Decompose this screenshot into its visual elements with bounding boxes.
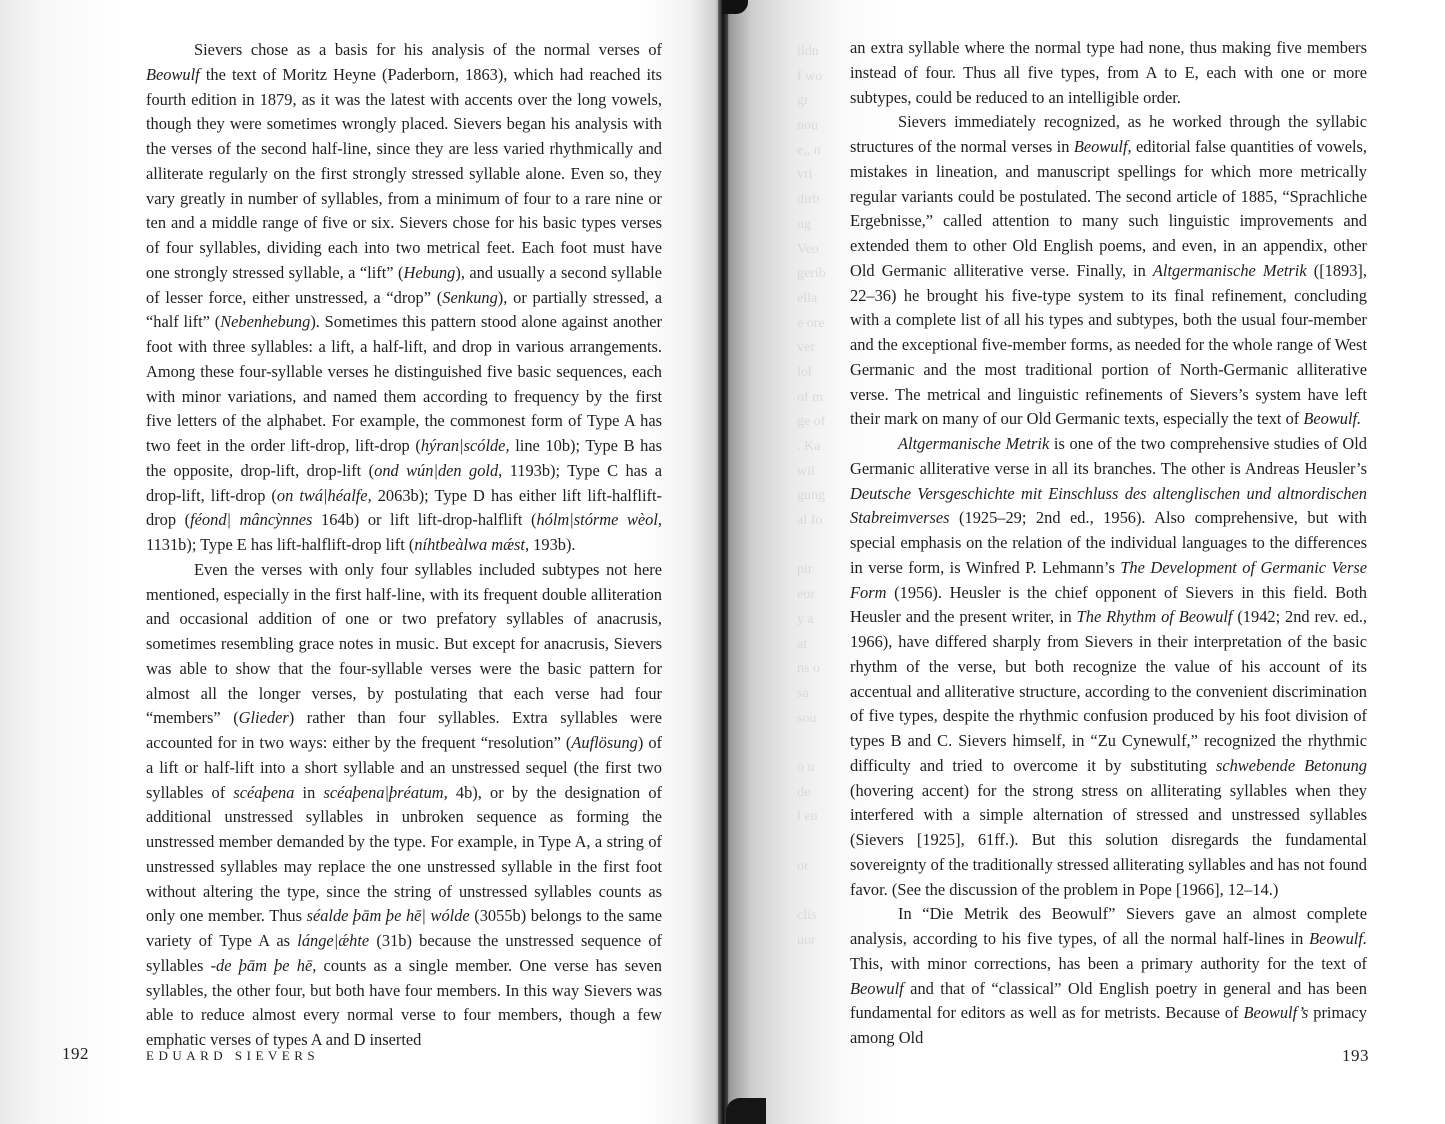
italic-term: The Rhythm of Beowulf: [1076, 607, 1233, 627]
italic-term: on twá|héalfe,: [276, 485, 372, 505]
show-through-line: o u: [797, 759, 815, 775]
show-through-text: [797, 40, 845, 953]
left-page-number: 192: [62, 1044, 89, 1063]
show-through-line: pir: [797, 562, 813, 578]
show-through-line: dirb: [797, 192, 820, 208]
book-spine: [718, 0, 728, 1124]
italic-term: níhtbeàlwa mǽst,: [414, 535, 530, 554]
left-page: [0, 0, 722, 1124]
show-through-line: nou: [797, 118, 818, 134]
italic-term: Beowulf.: [1309, 929, 1367, 948]
paragraph: Even the verses with only four syllables included subtypes not here mentioned, especially in the first half-line, with its frequent double alliteration and occasional addition of one or two prefatory syllables of anacrusis, sometimes resembling grace notes in music. But except for anacrusis, Sievers was able to show that the four-syllable verses were the basic pattern for almost all the longer verses, by postulating that each verse had four “members” (Glieder) rather than four syllables. Extra syllables were accounted for in two ways: either by the frequent “resolution” (Auflösung) of a lift or half-lift into a short syllable and an unstressed sequel (the first two syllables of scéaþena in scéaþena|þréatum, 4b), or by the designation of additional unstressed syllables in unbroken sequence as forming the unstressed member demanded by the type. For example, in Type A, a string of unstressed syllables may replace the one unstressed syllable in the first foot without altering the type, since the string of unstressed syllables counts as only one member. Thus séalde þām þe hē| wólde (3055b) belongs to the same variety of Type A as lánge|ǽhte (31b) because the unstressed sequence of syllables -de þām þe hē, counts as a single member. One verse has seven syllables, the other four, but both have four members. In this way Sievers was able to reduce almost every normal verse to four members, though a few emphatic verses of types A and D inserted: [146, 559, 663, 1049]
show-through-line: gr: [797, 93, 809, 109]
show-through-line: [797, 830, 845, 855]
italic-term: Beowulf,: [1073, 137, 1132, 156]
italic-term: -de þām þe hē,: [210, 955, 317, 975]
show-through-line: of m: [797, 389, 824, 405]
show-through-line: Veo: [797, 241, 819, 257]
italic-term: Deutsche Versgeschichte mit Einschluss des altenglischen und altnordischen Stabreimverses: [850, 483, 1367, 528]
show-through-line: [797, 731, 845, 756]
right-page-body: [850, 36, 1367, 1051]
italic-term: ond wún|den gold,: [374, 460, 503, 480]
italic-term: séalde þām þe hē| wólde: [306, 906, 470, 926]
show-through-line: [797, 534, 845, 559]
italic-term: féond| mâncỳnnes: [190, 510, 313, 530]
show-through-line: [797, 879, 845, 904]
italic-term: Altgermanische Metrik: [1152, 260, 1307, 280]
italic-term: The Development of Germanic Verse Form: [850, 557, 1367, 602]
show-through-line: ge of: [797, 414, 826, 430]
running-head: EDUARD SIEVERS: [146, 1048, 320, 1063]
show-through-line: ug: [797, 216, 811, 232]
italic-term: hýran|scólde,: [420, 436, 510, 455]
right-page-number: 193: [1342, 1046, 1369, 1065]
italic-term: scéaþena|þréatum,: [323, 782, 448, 802]
show-through-line: y a: [797, 611, 814, 627]
italic-term: lánge|ǽhte: [297, 931, 370, 950]
italic-term: Senkung: [442, 287, 498, 307]
right-page: [722, 0, 1445, 1124]
show-through-line: al fo: [797, 513, 823, 529]
italic-term: Altgermanische Metrik: [898, 434, 1050, 453]
italic-term: Auflösung: [571, 733, 638, 752]
paragraph: Altgermanische Metrik is one of the two comprehensive studies of Old Germanic alliterative verse in all its branches. The other is Andreas Heusler’s Deutsche Versgeschichte mit Einschluss des altenglischen und altnordischen Stabreimverses (1925–29; 2nd ed., 1956). Also comprehensive, but with special emphasis on the relation of the individual languages to the differences in verse form, is Winfred P. Lehmann’s The Development of Germanic Verse Form (1956). Heusler is the chief opponent of Sievers in this field. Both Heusler and the present writer, in The Rhythm of Beowulf (1942; 2nd rev. ed., 1966), have differed sharply from Sievers in their interpretation of the basic rhythm of the verse, but both recognize the value of his account of its accentual and alliterative structure, according to the convenient discrimination of five types, despite the rhythmic confusion produced by his foot division of types B and C. Sievers himself, in “Zu Cynewulf,” recognized the rhythmic difficulty and tried to overcome it by substituting schwebende Betonung (hovering accent) for the strong stress on alliterating syllables when they interfered with a simple alternation of stressed and unstressed syllables (Sievers [1925], 61ff.). But this solution disregards the fundamental sovereignty of the traditionally stressed alliterating syllables and has not found favor. (See the discussion of the problem in Pope [1966], 12–14.): [850, 434, 1368, 899]
show-through-line: de: [797, 784, 811, 800]
show-through-line: ildn: [797, 44, 819, 59]
show-through-line: eor: [797, 587, 815, 603]
paragraph: Sievers immediately recognized, as he worked through the syllabic structures of the normal verses in Beowulf, editorial false quantities of vowels, mistakes in lineation, and manuscript spellings for which more metrically regular variants could be postulated. The second article of 1885, “Sprachliche Ergebnisse,” called attention to many such linguistic improvements and extended them to other Old English poems, and even, in an appendix, other Old Germanic alliterative verse. Finally, in Altgermanische Metrik ([1893], 22–36) he brought his five-type system to its final refinement, concluding with a complete list of all his types and subtypes, both the usual four-member and the exceptional five-member forms, as needed for the whole range of West Germanic and the most traditional portion of North-Germanic alliterative verse. The metrical and linguistic refinements of Sievers’s system have left their mark on many of our Old Germanic texts, especially the text of Beowulf.: [850, 112, 1367, 429]
italic-term: Beowulf: [146, 64, 200, 84]
show-through-line: uor: [797, 932, 816, 948]
show-through-line: ns o: [797, 661, 820, 677]
show-through-line: at: [797, 636, 808, 652]
italic-term: scéaþena: [233, 782, 295, 802]
paragraph: In “Die Metrik des Beowulf” Sievers gave an almost complete analysis, according to his five types, of all the normal half-lines in Beowulf. This, with minor corrections, has been a primary authority for the text of Beowulf and that of “classical” Old English poetry in general and has been fundamental for editors as well as for metrists. Because of Beowulf’s primacy among Old: [850, 904, 1367, 1047]
italic-term: Beowulf.: [1303, 409, 1362, 429]
show-through-line: sou: [797, 710, 817, 726]
show-through-line: wil: [797, 463, 815, 479]
paragraph: Sievers chose as a basis for his analysis of the normal verses of Beowulf the text of Moritz Heyne (Paderborn, 1863), which had reached its fourth edition in 1879, as it was the latest with accents over the long vowels, though they were sometimes wrongly placed. Sievers began his analysis with the verses of the second half-line, since they are less varied rhythmically and alliterate regularly on the first strongly stressed syllable alone. Even so, they vary greatly in number of syllables, from a minimum of four to a rare nine or ten and a middle range of five or six. Sievers chose for his basic types verses of four syllables, dividing each into two metrical feet. Each foot must have one strongly stressed syllable, a “lift” (Hebung), and usually a second syllable of lesser force, either unstressed, a “drop” (Senkung), or partially stressed, a “half lift” (Nebenhebung). Sometimes this pattern stood alone against another foot with three syllables: a lift, a half-lift, and drop in various arrangements. Among these four-syllable verses he distinguished five basic sequences, each with minor variations, and named them according to frequency by the first five letters of the alphabet. For example, the commonest form of Type A has two feet in the order lift-drop, lift-drop (hýran|scólde, line 10b); Type B has the opposite, drop-lift, drop-lift (ond wún|den gold, 1193b); Type C has a drop-lift, lift-drop (on twá|héalfe, 2063b); Type D has either lift lift-halflift-drop (féond| mâncỳnnes 164b) or lift lift-drop-halflift (hólm|stórme wèol, 1131b); Type E has lift-halflift-drop lift (níhtbeàlwa mǽst, 193b).: [146, 40, 663, 554]
show-through-line: lol: [797, 364, 812, 380]
italic-term: Glieder: [238, 708, 289, 728]
show-through-line: e,, n: [797, 142, 821, 158]
show-through-line: or: [797, 858, 809, 874]
italic-term: Beowulf: [850, 978, 904, 998]
italic-term: Beowulf’s: [1243, 1003, 1309, 1023]
italic-term: schwebende Betonung: [1215, 755, 1367, 775]
show-through-line: clis: [797, 908, 817, 924]
italic-term: hólm|stórme wèol,: [536, 510, 663, 530]
continued-paragraph: an extra syllable where the normal type had none, thus making five members instead of four. Thus all five types, from A to E, each with one or more subtypes, could be reduced to an intelligible order.: [850, 38, 1367, 107]
italic-term: Nebenhebung: [220, 312, 311, 332]
show-through-line: e ore: [797, 315, 825, 331]
show-through-line: gung: [797, 488, 825, 504]
spine-shadow-bottom: [726, 1098, 766, 1124]
left-page-body: [146, 38, 662, 1053]
show-through-line: f wo: [797, 68, 823, 84]
show-through-line: vri: [797, 167, 813, 183]
show-through-line: gerib: [797, 266, 826, 282]
show-through-line: ver: [797, 340, 815, 356]
show-through-line: . Ka: [797, 439, 821, 454]
show-through-line: sa: [797, 685, 809, 701]
show-through-line: ella: [797, 290, 818, 306]
show-through-line: l en: [797, 809, 818, 825]
italic-term: Hebung: [403, 262, 456, 282]
